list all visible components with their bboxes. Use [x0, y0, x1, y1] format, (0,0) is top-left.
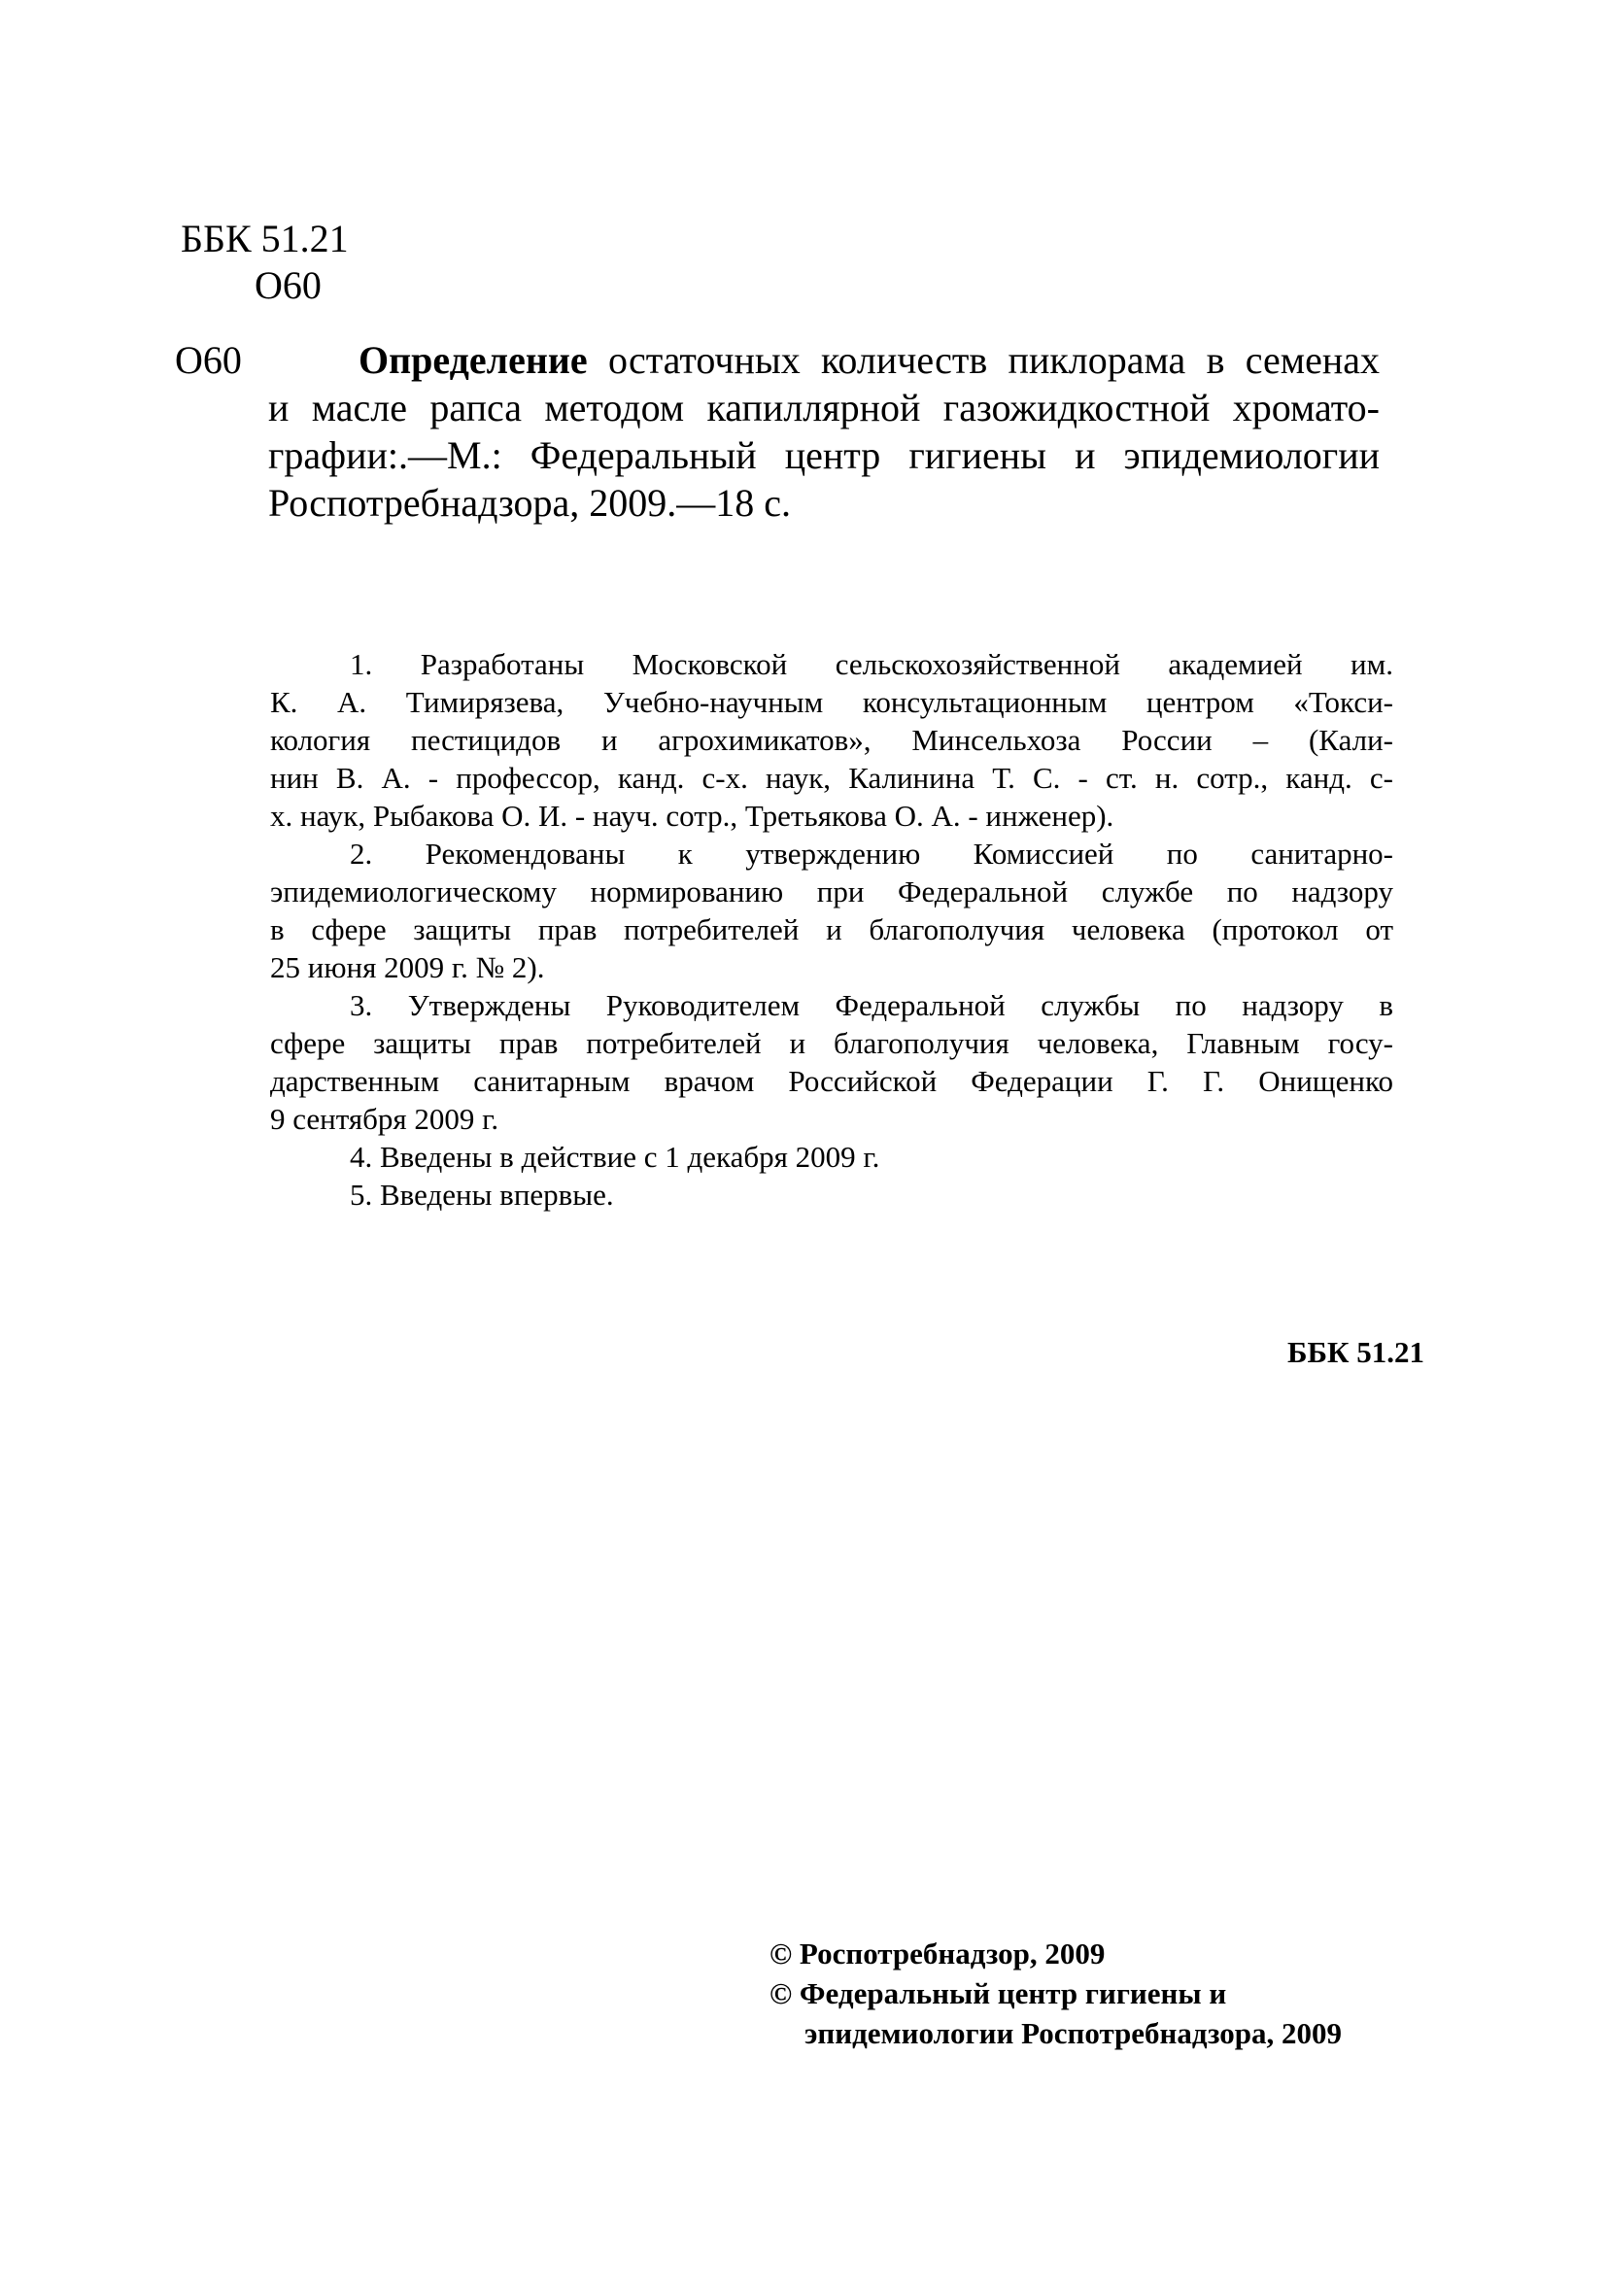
note-line: дарственным санитарным врачом Российской Федерации Г. Г. Онищенко	[270, 1064, 1393, 1098]
entry-author-mark: О60	[175, 338, 242, 382]
note-3	[270, 986, 1393, 1138]
copyright-line: © Роспотребнадзор, 2009	[769, 1936, 1106, 1970]
note-line: 25 июня 2009 г. № 2).	[270, 950, 545, 984]
note-line: 9 сентября 2009 г.	[270, 1102, 499, 1136]
entry-line: графии:.—М.: Федеральный центр гигиены и эпидемиологии	[268, 433, 1380, 477]
entry-body	[268, 336, 1380, 527]
entry-title-bold: Определение	[359, 338, 588, 382]
bbk-classification-bottom: ББК 51.21	[1287, 1335, 1424, 1369]
author-mark: О60	[255, 263, 322, 307]
note-line: нин В. А. - профессор, канд. с-х. наук, Калинина Т. С. - ст. н. сотр., канд. с-	[270, 761, 1393, 795]
entry-line: Роспотребнадзора, 2009.—18 с.	[268, 481, 792, 525]
bbk-classification	[181, 216, 349, 309]
notes-list	[270, 645, 1393, 1214]
entry-line	[268, 336, 1380, 384]
note-line: 4. Введены в действие с 1 декабря 2009 г.	[350, 1140, 880, 1174]
note-2	[270, 835, 1393, 986]
entry-line-text: остаточных количеств пиклорама в семенах	[587, 338, 1380, 382]
bbk-code: ББК 51.21	[181, 217, 349, 260]
bibliographic-entry	[175, 336, 1380, 527]
note-line: кология пестицидов и агрохимикатов», Минсельхоза России – (Кали-	[270, 723, 1393, 757]
note-line: сфере защиты прав потребителей и благополучия человека, Главным госу-	[270, 1026, 1393, 1060]
note-line: х. наук, Рыбакова О. И. - науч. сотр., Третьякова О. А. - инженер).	[270, 799, 1114, 833]
copyright-block	[769, 1934, 1342, 2053]
note-4	[270, 1138, 1393, 1176]
copyright-line: эпидемиологии Роспотребнадзора, 2009	[804, 2016, 1342, 2050]
note-line: К. А. Тимирязева, Учебно-научным консультационным центром «Токси-	[270, 685, 1393, 719]
entry-line: и масле рапса методом капиллярной газожидкостной хромато-	[268, 386, 1380, 429]
note-5	[270, 1176, 1393, 1214]
note-line: 5. Введены впервые.	[350, 1178, 614, 1212]
note-1	[270, 645, 1393, 835]
note-line: 2. Рекомендованы к утверждению Комиссией по санитарно-	[350, 837, 1393, 871]
note-line: эпидемиологическому нормированию при Федеральной службе по надзору	[270, 874, 1393, 908]
note-line: в сфере защиты прав потребителей и благополучия человека (протокол от	[270, 912, 1393, 946]
note-line: 1. Разработаны Московской сельскохозяйственной академией им.	[350, 647, 1393, 681]
note-line: 3. Утверждены Руководителем Федеральной службы по надзору в	[350, 988, 1393, 1022]
copyright-line: © Федеральный центр гигиены и	[769, 1976, 1227, 2010]
